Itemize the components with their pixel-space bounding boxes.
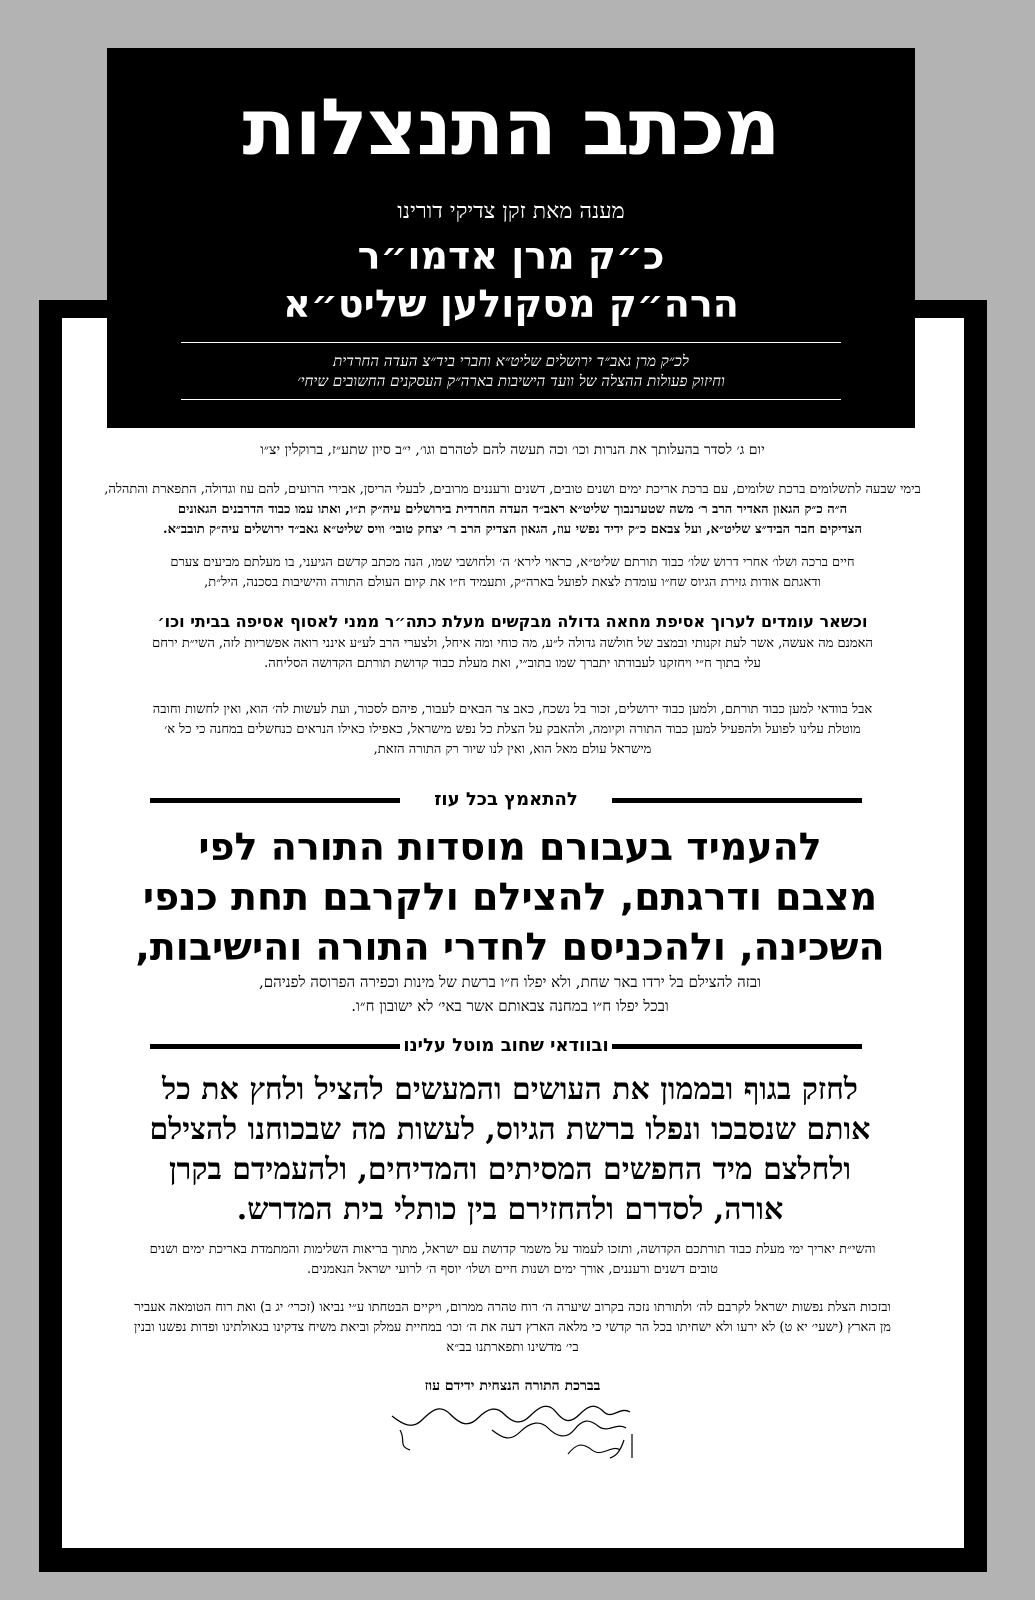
paragraph-line: האמנם מה אעשה, אשר לעת זקנותי ובמצב של חולשה גדולה ל״ע, מה כוחי ומה איחל, ולצערי הרב לע״ע אינני רואה אפשריות לזה, השי״ת ירחם: [152, 636, 873, 651]
page-title: מכתב התנצלות: [242, 83, 780, 173]
handwritten-signature: [380, 1400, 640, 1470]
paragraph-bold-line: וכשאר עומדים לערוך אסיפת מחאה גדולה מבקשים מעלת כתה״ר ממני לאסוף אסיפה בביתי וכו׳: [157, 612, 868, 631]
paragraph-obligation: [95, 700, 930, 760]
statement-1-continuation: [110, 970, 910, 1018]
header-box: [107, 48, 915, 428]
paragraph-line: בי׳ מדשינו ותפארתנו בב״א: [446, 1340, 579, 1355]
paragraph-line: ה״ה כ״ק הגאון האדיר הרב ר׳ משה שטערנבוך שליט״א ראב״ד העדה החרדית בירושלים עיה״ק ת״ו, ואתו עמו כבוד הדרבנים הגאונים: [177, 502, 848, 517]
section-heading-1: [150, 786, 862, 814]
sign-off: בברכת התורה הנצחית ידידם עוז: [424, 1378, 601, 1394]
paragraph-response: [95, 553, 930, 593]
large-line: ולחלצם מיד החפשים המסיתים והמדיחים, ולהעמידם בקרן: [168, 1152, 852, 1187]
large-statement-1: [110, 822, 910, 972]
large-statement-2: [110, 1070, 910, 1230]
section-heading-text: להתאמץ בכל עוז: [434, 789, 578, 810]
paragraph-line: ובכל יפלו ח״ו במחנה צבאותם אשר באי׳ לא ישובון ח״ו.: [351, 997, 669, 1015]
date-line: יום ג׳ לסדר בהעלותך את הנרות וכו׳ וכה תעשה להם לטהרם וגו׳, י״ב סיון שתע״ז, ברוקלין יצ״ו: [260, 442, 765, 458]
header-divider: [181, 342, 841, 343]
paragraph-line: מישראל עולם מאל הוא, ואין לנו שיור רק התורה הזאת,: [373, 742, 652, 757]
paragraph-line: ובזכות הצלת נפשות ישראל לקרבם לה׳ ולתורתו נזכה בקרוב שיערה ה׳ רוח טהרה ממרום, ויקיים הבטחתו ע״י נביאו (זכרי׳ יג ב) ואת רוח הטומאה אעביר: [134, 1300, 891, 1315]
paragraph-blessing: [95, 1240, 930, 1280]
paragraph-greeting: [95, 480, 930, 540]
paragraph-line: ובזה להצילם בל ירדו באר שחת, ולא יפלו ח״ו ברשת של מינות וכפירה הפרוסה לפניהם,: [259, 973, 761, 991]
paragraph-line: טובים דשנים ורעננים, אורך ימים ושנות חיים ושלו׳ יוסף ה׳ לרועי ישראל הנאמנים.: [307, 1262, 718, 1277]
paragraph-line: עלי בתוך ח״י ויחזקנו לעבודתו יתברך שמו בתוב״י, ואת מעלת כבוד קדושת תורתם הקדושה הסליחה.: [264, 656, 761, 671]
paragraph-line: אבל בוודאי למען כבוד תורתם, ולמען כבוד ירושלים, זכור בל נשכח, כאב צר הבאים לעבור, פיהם לסכור, ועת לעשות לה׳ הוא, ואין לחשות וחובה: [152, 702, 873, 717]
paragraph-closing: [95, 1298, 930, 1358]
large-line: מצבם ודרגתם, להצילם ולקרבם תחת כנפי: [142, 875, 878, 919]
large-line: להעמיד בעבורם מוסדות התורה לפי: [198, 825, 822, 869]
paragraph-line: והשי״ת יאריך ימי מעלת כבוד תורתכם הקדושה, ותזכו לעמוד על משמר קדושת עם ישראל, מתוך בריאות השלימות והמתמדת באריכת ימים ושנים: [149, 1242, 876, 1257]
paragraph-line: הצדיקים חבר הביד״צ שליט״א, ועל צבאם כ״ק ידיד נפשי עוז, הגאון הצדיק הרב ר׳ יצחק טובי׳ וויס שליט״א גאב״ד ירושלים עיה״ק תובב״א.: [163, 522, 862, 537]
large-line: לחזק בגוף ובממון את העושים והמעשים להציל ולחץ את כל: [162, 1072, 858, 1107]
paragraph-line: חיים ברכה ושלו׳ אחרי דרוש שלו׳ כבוד תורתם שליט״א, כראוי לירא׳ ה׳ ולחושבי שמו, הנה מכתב קדשם הגיעני, בו מעלתם מביעים צערם: [170, 555, 855, 570]
section-heading-2: [150, 1032, 862, 1060]
addressee-line-2: וחיזוק פעולות ההצלה של וועד הישיבות בארה״ק העסקנים החשובים שיחי׳: [297, 372, 725, 390]
paragraph-line: מן הארץ (ישעי׳ יא ט) לא ירעו ולא ישחיתו בכל הר קדשי כי מלאה הארץ דעה את ה׳ וכו׳ במחיית עמלק וביאת משיח צדקינו בגאולתינו ופדות נפשנו ובנין: [134, 1320, 891, 1335]
large-line: אותם שנסבכו ונפלו ברשת הגיוס, לעשות מה שבכוחנו להצילם: [149, 1112, 871, 1147]
paragraph-assembly: [95, 610, 930, 674]
rebbe-name-line-1: כ״ק מרן אדמו״ר: [357, 234, 665, 278]
section-heading-text: ובוודאי שחוב מוטל עלינו: [403, 1035, 609, 1056]
paragraph-line: מוטלת עלינו לפועל ולהפעיל למען כבוד התורה וקיומה, ולהאבק על הצלת כל נפש מישראל, כאפילו כאילו הנראים כנחשלים במחנה כי כל א׳: [164, 722, 861, 737]
large-line: השכינה, ולהכניסם לחדרי התורה והישיבות,: [135, 925, 885, 969]
paragraph-line: בימי שבעה לתשלומים ברכת שלומים, עם ברכת אריכת ימים ושנים טובים, דשנים ורעננים מרובים, לבעלי הריסן, אבירי הרועים, להם עוז וגדולה, התפארת והתהלה,: [104, 482, 921, 497]
subtitle: מענה מאת זקן צדיקי דורינו: [397, 199, 625, 224]
paragraph-line: ודאגתם אודות גזירת הגיוס שח״ו עומדת לצאת לפועל בארה״ק, ותעמיד ח״ו את קיום העולם התורה והישיבות בסכנה, היל״ת,: [204, 575, 821, 590]
header-divider-bottom: [181, 399, 841, 400]
rebbe-name-line-2: הרה״ק מסקולען שליט״א: [283, 282, 739, 326]
addressee-line-1: לכ״ק מרן גאב״ד ירושלים שליט״א וחברי ביד״צ העדה החרדית: [333, 352, 689, 370]
large-line: אורה, לסדרם ולהחזירם בין כותלי בית המדרש.: [236, 1192, 784, 1227]
